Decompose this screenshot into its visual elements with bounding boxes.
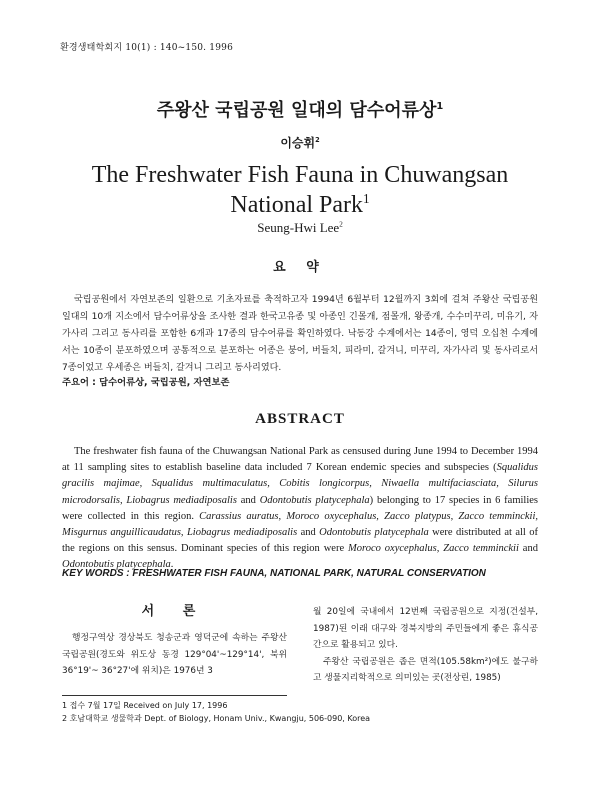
- species-names: Odontobutis platycephala: [319, 527, 429, 539]
- korean-keywords-label: 주요어 :: [62, 377, 96, 388]
- korean-abstract-body: 국립공원에서 자연보존의 일환으로 기초자료를 축적하고자 1994년 6월부터 12월까지 3회에 걸쳐 주왕산 국립공원 일대의 10개 지소에서 담수어류상을 조사한 결과 한국고유종 및 아종인 긴몰개, 점몰개, 왕종개, 수수미꾸리, 미유기, 자가사리 그리고 동사리를 포함한 6개과 17종의 담수어류를 확인하였다. 낙동강 수계에서는 14종이, 영덕 오십천 수계에서는 10종이 분포하였으며 공통적으로 분포하는 어종은 붕어, 버들치, 피라미, 갈겨니, 미꾸리, 자가사리 및 동사리로서 7종이었고 우세종은 버들치, 갈겨니 그리고 동사리였다.: [62, 295, 538, 373]
- footnotes: [62, 699, 538, 725]
- korean-title: [0, 96, 600, 122]
- footnote-divider: [62, 695, 287, 696]
- abstract-text-run: were distributed at all of the regions on this sensus. Dominant species of this region were: [62, 527, 538, 555]
- english-author: [0, 220, 600, 236]
- species-names: Carassius auratus, Moroco oxycephalus, Zacco platypus, Zacco temminckii, Misgurnus anguillicaudatus, Liobagrus mediadiposalis: [62, 510, 538, 539]
- korean-keywords: [62, 374, 229, 388]
- english-author-name: Seung-Hwi Lee: [257, 220, 340, 235]
- species-names: Odontobutis platycephala: [62, 559, 171, 571]
- introduction-right-column: [313, 604, 538, 687]
- introduction-heading: 서 론: [141, 604, 208, 619]
- species-names: Moroco oxycephalus, Zacco temminckii: [348, 543, 519, 555]
- korean-author-footnote-mark: 2: [315, 136, 320, 144]
- introduction-paragraph-continued: 월 20일에 국내에서 12번째 국립공원으로 지정(건설부, 1987)된 이래 대구와 경북지방의 주민들에게 좋은 휴식공간으로 활용되고 있다.: [313, 607, 538, 650]
- english-author-footnote-mark: 2: [339, 220, 343, 229]
- english-title-footnote-mark: 1: [363, 191, 370, 206]
- abstract-text-run: and: [297, 527, 320, 539]
- korean-keywords-list: 담수어류상, 국립공원, 자연보존: [99, 377, 230, 388]
- korean-title-text: 주왕산 국립공원 일대의 담수어류상: [156, 100, 437, 121]
- korean-author-name: 이승휘: [280, 136, 316, 150]
- abstract-text-run: .: [170, 559, 174, 571]
- footnote-2: 2 호남대학교 생물학과 Dept. of Biology, Honam Univ., Kwangju, 506-090, Korea: [62, 714, 371, 723]
- abstract-text-run: and: [236, 494, 260, 506]
- introduction-left-column: 행정구역상 경상북도 청송군과 영덕군에 속하는 주왕산 국립공원(경도와 위도상 동경 129°04'~129°14', 북위 36°19'~ 36°27'에 위치)은 1976년 3: [62, 633, 287, 676]
- korean-abstract-heading: 요 약: [273, 260, 327, 275]
- abstract-text-run: and: [518, 543, 538, 555]
- english-abstract-heading: ABSTRACT: [255, 411, 345, 427]
- english-title: [60, 160, 540, 220]
- english-abstract-body: [62, 444, 538, 574]
- english-title-text: The Freshwater Fish Fauna in Chuwangsan National Park: [91, 162, 509, 218]
- footnote-1: 1 접수 7월 17일 Received on July 17, 1996: [62, 701, 228, 710]
- introduction-paragraph-2: 주왕산 국립공원은 좁은 면적(105.58km²)에도 불구하고 생물지리학적으로 의미있는 곳(전상린, 1985): [313, 656, 538, 683]
- korean-author: [0, 134, 600, 151]
- journal-citation: 환경생태학회지 10(1) : 140~150. 1996: [60, 43, 233, 53]
- english-keywords: KEY WORDS : FRESHWATER FISH FAUNA, NATIONAL PARK, NATURAL CONSERVATION: [62, 568, 486, 579]
- species-names: Squalidus gracilis majimae, Squalidus multimaculatus, Cobitis longicorpus, Niwaella multifaciasciata, Silurus microdorsalis, Liobagrus mediadiposalis: [62, 462, 538, 506]
- english-abstract-paragraph: [62, 444, 538, 574]
- korean-title-footnote-mark: 1: [436, 101, 444, 112]
- abstract-text-run: The freshwater fish fauna of the Chuwangsan National Park as censused during June 1994 to December 1994 at 11 sampling sites to establish baseline data included 7 Korean endemic species and subspecies (: [62, 446, 538, 474]
- species-names: Odontobutis platycephala: [259, 494, 370, 506]
- abstract-text-run: ) belonging to 17 species in 6 families were collected in this region.: [62, 494, 538, 522]
